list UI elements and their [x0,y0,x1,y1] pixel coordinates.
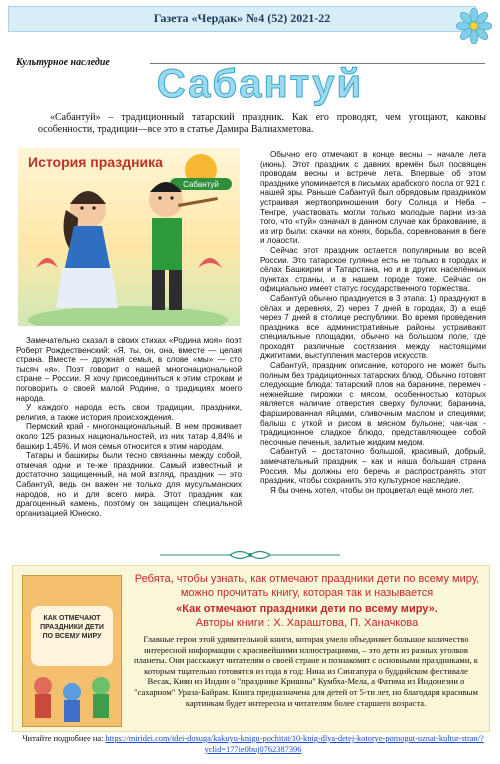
left-paragraph: У каждого народа есть свои традиции, праздники, религия, а также история происхождения. [16,403,242,422]
article-lead: «Сабантуй» – традиционный татарский праздник. Как его проводят, чем угощают, каковы особенности, традиции—все это в статье Дамира Валиахметова. [38,112,486,135]
read-more-line [18,734,488,755]
left-paragraph: Замечательно сказал в своих стихах «Родина моя» поэт Роберт Рождественский: «Я, ты, он, она, вместе — целая страна. Вместе — дружная семья, в слове «мы» — сто тысяч «я». Поэт говорит о нашей многонациональной стране – России. Я хочу присоединиться к этим строкам и поговорить о своей малой Родине, о традициях моего народа. [16,336,242,403]
illustration-logo-text: Сабантуй [183,180,219,189]
dancing-couple-image [18,148,240,326]
read-more-link[interactable]: https://miridei.com/idei-dosuga/kakuyu-knigu-pochitat/10-knig-dlya-detej-kotorye-pomogut-uznat-kultur-stran/?yclid=177ie0buj0762387396 [105,734,484,754]
flower-icon [456,8,492,44]
right-paragraph: Сабантуй – достаточно большой, красивый, добрый, замечательный праздник – как и наша большая страна Россия. Мы должны его беречь и распространять этот праздник, чтобы сохранить это культурное наследие. [260,447,486,486]
promo-authors: Авторы книги : Х. Хараштова, П. Ханачкова [195,617,419,629]
right-paragraph: Сейчас этот праздник остается популярным во всей России. Это татарское гулянье есть не только в городах и сёлах Башкирии и Татарстана, но и в других населённых пунктах страны, и в нашем городе тоже. Сейчас он официально имеет статус государственного торжества. [260,245,486,294]
ornamental-divider-icon [160,548,340,562]
festival-illustration [18,148,240,326]
right-paragraph: Я бы очень хотел, чтобы он процветал ещё много лет. [270,485,474,495]
newspaper-title: Газета «Чердак» №4 (52) 2021-22 [153,11,331,25]
book-cover-title: КАК ОТМЕЧАЮТ ПРАЗДНИКИ ДЕТИ ПО ВСЕМУ МИРУ [40,615,104,640]
right-paragraph: Сабантуй обычно празднуется в 3 этапа: 1) празднуют в сёлах и деревнях, 2) через 7 дней в городах, 3) а ещё через 7 дней в столице республики. Во время проведения праздника все административные районы устраивают специальные площадки, обычно на большом поле, где проходят различные состязания между настоящими джигитами, выступления мастеров искусств. [260,293,486,361]
newspaper-header-bar [8,6,476,32]
promo-book-title: «Как отмечают праздники дети по всему миру». [176,603,438,615]
book-cover-art-icon [23,576,121,726]
illustration-heading: История праздника [28,154,163,170]
right-paragraph: Сабантуй, праздник описание, которого не может быть полным без традиционных татарских блюд. Обычно готовят следующие блюда: татарский плов на баранине, перемеч - нежнейшие пирожки с мясом, особенностью которых является наличие отверстия сверху булочки; баранина, фаршированная яйцами, сливочным маслом и специями; балыш с уткой и рисом в мясном бульоне; чак-чак - традиционное сладкое блюдо, представляющее собой песочные печенья, залитые жидким медом. [260,361,486,447]
read-more-label: Читайте подробнее на: [22,734,104,743]
left-paragraph: Пермский край - многонациональный. В нем проживает около 125 разных национальностей, из них татар 4,84% и башкир 1,45%. И моя семья относится к этим народам. [16,422,242,451]
right-paragraph: Обычно его отмечают в конце весны – начале лета (июнь). Этот праздник с давних времён был посвящен проводам весны и встрече лета. Впервые об этом празднике упоминается в письмах арабского посла от 921 г. нашей эры. Раньше Сабантуй был обрядовым праздником устраивая жертвоприношения богу Солнца и Неба – Тенгре, участвовать могли только молодые парни из-за того, что «туй» означал в данном случае как бракование, а из игр были: скачки на конях, борьба, соревнования в беге и лоаости. [260,150,486,246]
promo-intro-text: Ребята, чтобы узнать, как отмечают праздники дети по всему миру, можно прочитать книгу, которая так и называется [134,573,480,599]
left-paragraph: Татары и башкиры были тесно связанны между собой, отмечая одни и те-же праздники. Самый известный и достаточно защищенный, на мой взгляд, праздник — это Сабантуй, ведь он важен не только для мусульманских народов, но и для всего мира. Этот праздник как драгоценный камень, поэтому он защищен специальной организацией Юнеско. [16,451,242,518]
section-label: Культурное наследие [16,57,110,68]
left-column [16,336,242,518]
right-column [260,150,486,495]
article-title: Сабантуй [156,62,364,106]
promo-description: Главные герои этой удивительной книги, которая умело объединяет большое количество интересной информации с красивейшими иллюстрациями, – это дети из разных уголков планеты. Они расскажут читателям о своей стране и познакомят с основными праздниками, к которым тщательно готовятся из года в год: Нина из Сингапура о буддийском фестивале Весак, Киян из Индии о "празднике Кришны" Кумбха-Мела, а Фатима из Индонезии о "сахарном" Ураза-Байрам. Книга предназначена для детей от 5-ти лет, но благодаря красивым картинкам будет интересна и читателям более старшего возраста. [134,634,478,708]
book-cover-image [22,575,122,727]
